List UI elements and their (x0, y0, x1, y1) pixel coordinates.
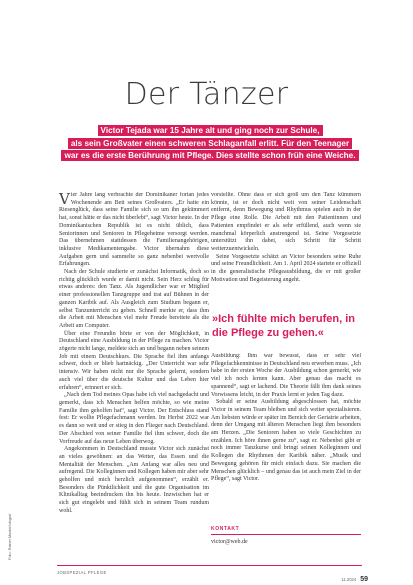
quote-text: Ich fühlte mich berufen, in die Pflege zu gehen. (212, 313, 356, 339)
body-paragraph: vorstellte. Ohne dass er sich groß um den Tanz kümmern könnte, ist er doch nicht weit von seiner Leidenschaft entfernt, denn Bewegung und Rhythmus spielen auch in der Pflege eine Rolle. Die Arbeit mit den Patientinnen und Patienten empfindet er als sehr erfüllend, auch wenn sie manchmal körperlich anstrengend ist. Seine Vorgesetzte unterstützt ihn dabei, sich Schritt für Schritt weiterzuentwickeln. (211, 192, 361, 252)
contact-label: KONTAKT (211, 526, 240, 532)
right-column-bottom (211, 353, 361, 501)
contact-email[interactable]: victor@web.de (211, 539, 248, 545)
quote-close-mark: « (317, 327, 324, 339)
body-paragraph: Nach der Schule studierte er zunächst Informatik, doch so richtig glücklich wurde er damit nicht. Sein Herz schlug für etwas anderes: den Tanz. Als Jugendlicher war er Mitglied einer professionellen Tanzgruppe und trat auf Bühnen in der ganzen Karibik auf. Als Ausgleich zum Studium begann er, selbst Tanzunterricht zu geben. Schnell merkte er, dass ihm die Arbeit mit Menschen viel mehr Freude bereitete als die Arbeit am Computer. (59, 269, 209, 329)
page-number: 59 (360, 576, 368, 583)
footer-divider (57, 565, 362, 566)
footer-date: 11.2024 (341, 577, 357, 582)
body-paragraph: Vier Jahre lang verbrachte der Dominikaner fortan jedes Wochenende am Bett seines Großvaters. „Er hatte ein Riesenglück, dass seine Familie sich so um ihn gekümmert hat, sonst hätte er das nicht überlebt“, sagt Victor heute. In der Dominikanischen Republik ist es nicht üblich, dass Seniorinnen und Senioren in Pflegeheime versorgt werden. Das übernehmen stattdessen die Familienangehörigen, inklusive Medikamentengabe. Victor übernahm diese Aufgaben gern und sammelte so ganz nebenbei wertvolle Erfahrungen. (59, 192, 209, 268)
left-column (59, 192, 209, 560)
lead-line: Victor Tejada war 15 Jahre alt und ging noch zur Schule, (98, 125, 323, 136)
right-column-top (211, 192, 361, 300)
article-title: Der Tänzer (124, 77, 289, 112)
body-paragraph: „Nach dem Tod meines Opas habe ich viel nachgedacht und gemerkt, dass ich Menschen helfen möchte, so wie meine Familie ihm geholfen hat“, sagt Victor. Der Entschluss stand fest: Er wollte Pflegefachmann werden. Im Herbst 2022 war es dann so weit und er stieg in den Flieger nach Deutschland. Der Abschied von seiner Familie fiel ihm schwer, doch die Vorfreude auf das neue Leben überwog. (59, 392, 209, 445)
body-paragraph: Angekommen in Deutschland musste Victor sich zunächst an vieles gewöhnen: an das Wetter, das Essen und die Mentalität der Menschen. „Am Anfang war alles neu und aufregend. Die Kolleginnen und Kollegen haben mir aber sehr geholfen und mich herzlich aufgenommen“, erzählt er. Besonders die Pünktlichkeit und die gute Organisation im Klinikalltag beeindrucken ihn bis heute. Inzwischen hat er sich gut eingelebt und fühlt sich in seinem Team rundum wohl. (59, 446, 209, 514)
article-lead (60, 125, 360, 163)
lead-line: war es die erste Berührung mit Pflege. Dies stellte schon früh eine Weiche. (61, 150, 358, 161)
contact-divider (211, 534, 361, 535)
body-paragraph: Seine Vorgesetzte schätzt an Victor besonders seine Ruhe und seine Freundlichkeit. Am 1. April 2024 startete er offiziell in die generalistische Pflegeausbildung, die er mit großer Motivation und Begeisterung angeht. (211, 253, 361, 283)
lead-line: als sein Großvater einen schweren Schlaganfall erlitt. Für den Teenager (68, 138, 352, 149)
footer-publication: JOBSPEZIAL PFLEGE (57, 570, 107, 575)
photo-credit: Foto: Rainer Musterfotograf (8, 513, 12, 560)
body-paragraph: Ausbildung: Ihm war bewusst, dass er sehr viel Pflegefachkenntnisse in Deutschland neu erwerben muss. „Ich habe in der ersten Woche der Ausbildung schon gemerkt, wie viel ich noch lernen kann. Aber genau das macht es spannend“, sagt er lachend. Die Theorie fällt ihm dank seines Vorwissens leicht, in der Praxis lernt er jeden Tag dazu. (211, 353, 361, 398)
footer-meta (332, 568, 368, 585)
pull-quote (212, 312, 362, 340)
drop-cap: V (59, 192, 70, 208)
body-paragraph: Über eine Freundin hörte er von der Möglichkeit, in Deutschland eine Ausbildung in der Pflege zu machen. Victor zögerte nicht lange, meldete sich an und begann neben seinem Job mit einem Deutschkurs. Die Sprache fiel ihm anfangs schwer, doch er blieb hartnäckig. „Der Unterricht war sehr intensiv. Wir haben nicht nur die Sprache gelernt, sondern auch viel über die deutsche Kultur und das Leben hier erfahren“, erinnert er sich. (59, 330, 209, 391)
body-paragraph: Sobald er seine Ausbildung abgeschlossen hat, möchte Victor in seinem Team bleiben und sich weiter spezialisieren. Am liebsten würde er später im Bereich der Geriatrie arbeiten, denn der Umgang mit älteren Menschen liegt ihm besonders am Herzen. „Die Senioren haben so viele Geschichten zu erzählen. Ich höre ihnen gerne zu“, sagt er. Nebenbei gibt er noch immer Tanzkurse und bringt seinen Kolleginnen und Kollegen die Rhythmen der Karibik näher. „Musik und Bewegung gehören für mich einfach dazu. Sie machen die Menschen glücklich – und genau das ist auch mein Ziel in der Pflege“, sagt Victor. (211, 399, 361, 483)
quote-open-mark: » (212, 313, 219, 325)
